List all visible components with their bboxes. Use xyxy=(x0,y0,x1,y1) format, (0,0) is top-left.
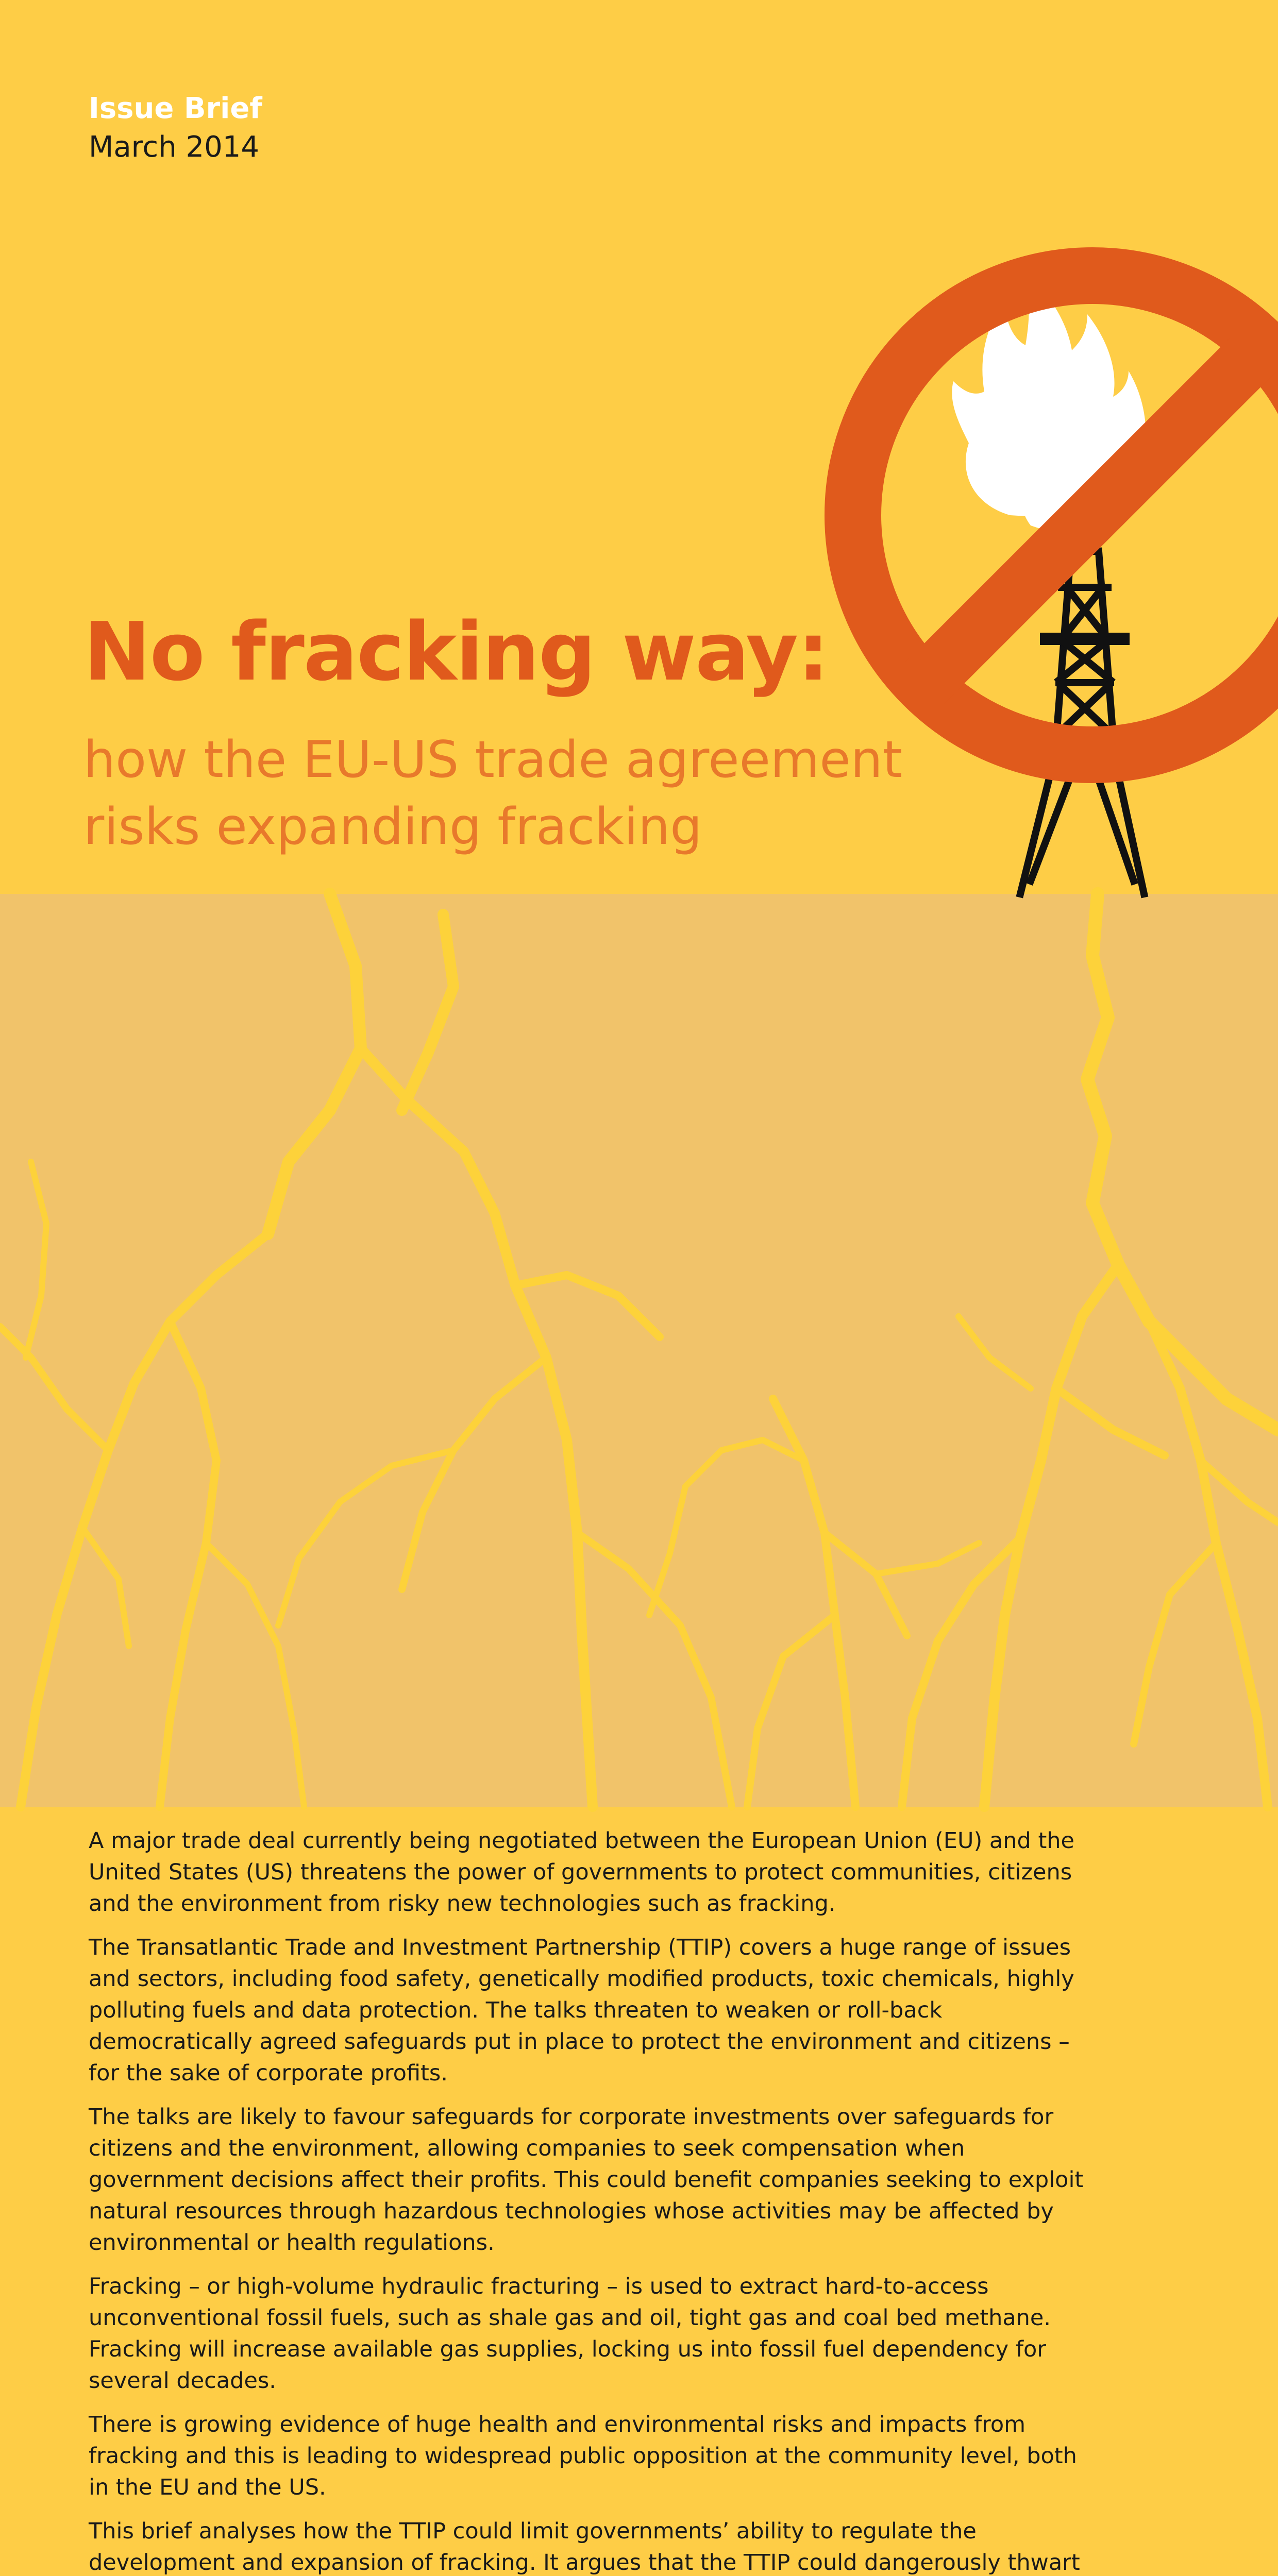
issue-label: Issue Brief xyxy=(89,92,262,125)
body-paragraph-4: Fracking – or high-volume hydraulic fracturing – is used to extract hard-to-access unconventional fossil fuels, such as shale gas and oil, tight gas and coal bed methane. Fracking will increase available gas supplies, locking us into fossil fuel dependency for several decades. xyxy=(89,2274,1051,2394)
no-fracking-illustration xyxy=(788,216,1278,896)
body-paragraph-6 xyxy=(89,2516,1099,2576)
page-subtitle xyxy=(83,726,902,860)
body-paragraph-3: The talks are likely to favour safeguards for corporate investments over safeguards for citizens and the environment, allowing companies to seek compensation when government decisions affect their profits. This could benefit companies seeking to exploit natural resources through hazardous technologies whose activities may be affected by environmental or health regulations. xyxy=(89,2104,1084,2256)
subtitle-line-1: how the EU-US trade agreement xyxy=(83,731,903,789)
body-paragraph-2: The Transatlantic Trade and Investment Partnership (TTIP) covers a huge range of issues and sectors, including food safety, genetically modified products, toxic chemicals, highly polluting fuels and data protection. The talks threaten to weaken or roll-back democratically agreed safeguards put in place to protect the environment and citizens – for the sake of corporate profits. xyxy=(89,1935,1074,2086)
issue-header xyxy=(89,90,262,167)
page-title: No fracking way: xyxy=(83,605,829,699)
body-paragraph-5: There is growing evidence of huge health and environmental risks and impacts from fracking and this is leading to widespread public opposition at the community level, both in the EU and the US. xyxy=(89,2412,1077,2500)
subtitle-line-2: risks expanding fracking xyxy=(83,798,702,856)
body-paragraph-1: A major trade deal currently being negotiated between the European Union (EU) and the United States (US) threatens the power of governments to protect communities, citizens and the environment from risky new technologies such as fracking. xyxy=(89,1828,1075,1917)
body-paragraph-6-text: This brief analyses how the TTIP could limit governments’ ability to regulate the development and expansion of fracking. It argues that the TTIP could dangerously thwart xyxy=(89,2518,1080,2575)
body-text xyxy=(89,1825,1099,2576)
cover-bottom-panel xyxy=(0,894,1278,2575)
cracks-background-graphic xyxy=(0,894,1278,1807)
issue-date: March 2014 xyxy=(89,130,260,164)
